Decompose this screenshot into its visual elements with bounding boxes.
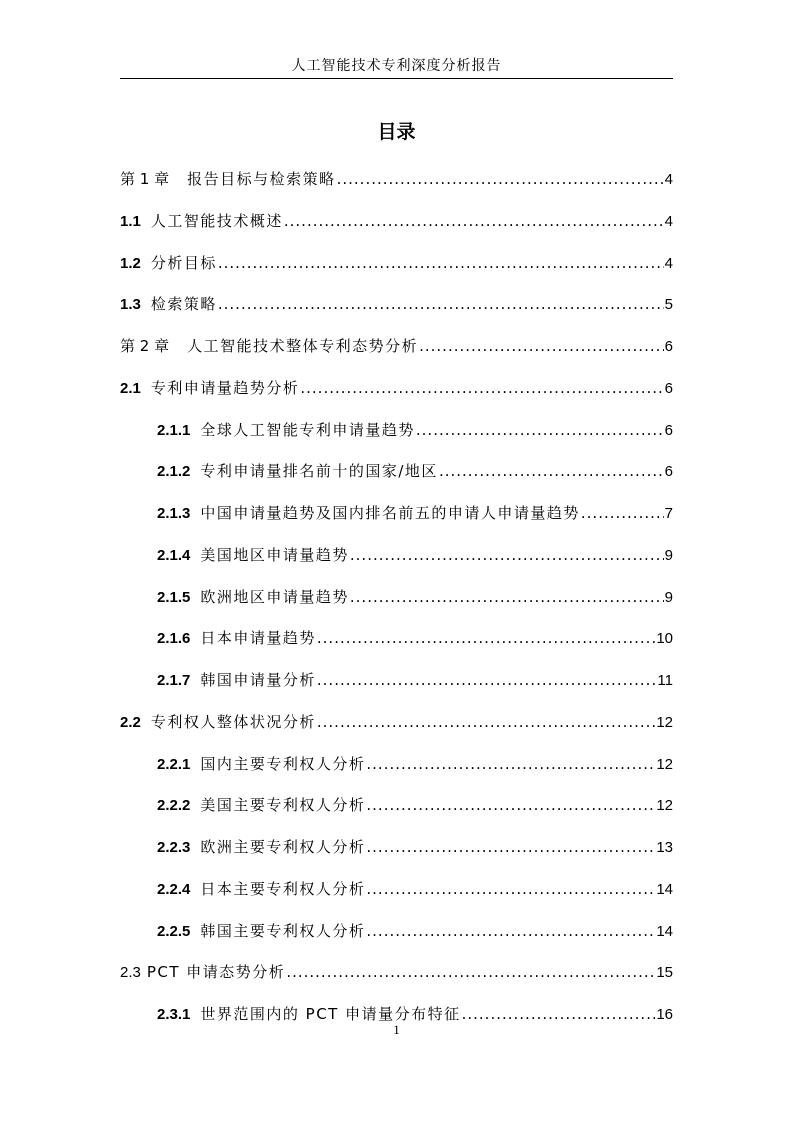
toc-entry[interactable] — [120, 417, 673, 459]
toc-entry-page: 4 — [664, 254, 673, 272]
toc-entry[interactable] — [120, 709, 673, 751]
toc-entry-page: 10 — [656, 630, 673, 648]
page-number: 1 — [393, 1022, 400, 1037]
toc-entry-title: 美国主要专利权人分析 — [200, 796, 366, 815]
toc-entry-number: 2.3.1 — [157, 1006, 191, 1023]
toc-entry[interactable] — [120, 751, 673, 793]
toc-entry-page: 15 — [656, 964, 673, 982]
toc-entry[interactable] — [120, 458, 673, 500]
toc-entry-number: 1.2 — [120, 254, 141, 272]
toc-entry[interactable] — [120, 876, 673, 918]
toc-entry-page: 6 — [664, 463, 673, 481]
toc-entry-title: 人工智能技术概述 — [150, 211, 283, 230]
toc-entry-page: 14 — [656, 880, 673, 898]
toc-entry-number: 2.2 — [120, 713, 141, 731]
toc-entry[interactable] — [120, 166, 673, 208]
toc-dot-leader — [317, 667, 657, 693]
toc-dot-leader — [366, 751, 655, 777]
toc-dot-leader — [366, 918, 655, 944]
toc-entry-page: 14 — [656, 922, 673, 940]
toc-dot-leader — [317, 625, 655, 651]
toc-entry-title: 欧洲主要专利权人分析 — [200, 838, 366, 856]
toc-entry[interactable] — [120, 959, 673, 1001]
toc-entry-title: 日本申请量趋势 — [200, 629, 316, 648]
toc-dot-leader — [286, 959, 655, 985]
toc-entry[interactable] — [120, 500, 673, 542]
toc-entry-number: 2.1.3 — [157, 505, 191, 522]
toc-entry[interactable] — [120, 834, 673, 876]
toc-dot-leader — [350, 584, 664, 610]
toc-entry-title: 韩国申请量分析 — [200, 671, 316, 689]
toc-entry[interactable] — [120, 250, 673, 292]
toc-entry-number: 1.1 — [120, 212, 141, 230]
toc-dot-leader — [284, 208, 664, 234]
toc-entry-title: 报告目标与检索策略 — [187, 170, 336, 188]
toc-entry[interactable] — [120, 291, 673, 333]
toc-dot-leader — [419, 333, 664, 359]
toc-entry-page: 12 — [656, 713, 673, 731]
toc-entry-number: 1.3 — [120, 296, 141, 314]
toc-entry-page: 6 — [664, 421, 673, 439]
toc-entry[interactable] — [120, 584, 673, 626]
toc-list — [120, 166, 673, 1043]
toc-dot-leader — [366, 876, 655, 902]
toc-entry[interactable] — [120, 333, 673, 375]
toc-dot-leader — [366, 834, 655, 860]
toc-dot-leader — [366, 792, 655, 818]
running-header: 人工智能技术专利深度分析报告 — [291, 58, 502, 74]
toc-entry[interactable] — [120, 625, 673, 667]
toc-entry-number: 2.1.6 — [157, 630, 191, 648]
toc-entry-title: 专利申请量排名前十的国家/地区 — [200, 462, 438, 481]
toc-entry-page: 9 — [664, 588, 673, 606]
toc-entry-number: 2.3 — [120, 964, 141, 982]
toc-entry-title: 专利申请量趋势分析 — [150, 378, 300, 397]
toc-entry-number: 第 1 章 — [120, 170, 170, 188]
toc-entry[interactable] — [120, 918, 673, 960]
toc-entry-page: 13 — [656, 839, 673, 856]
toc-entry-page: 5 — [664, 296, 673, 314]
toc-entry-page: 4 — [664, 212, 673, 230]
toc-entry-title: 欧洲地区申请量趋势 — [200, 587, 349, 606]
toc-entry-title: 检索策略 — [150, 295, 217, 314]
toc-dot-leader — [317, 709, 655, 735]
toc-entry-number: 2.1.4 — [157, 546, 191, 564]
toc-entry[interactable] — [120, 208, 673, 250]
toc-entry-title: 中国申请量趋势及国内排名前五的申请人申请量趋势 — [200, 504, 580, 522]
toc-entry-page: 4 — [664, 171, 673, 188]
toc-entry-number: 2.2.2 — [157, 797, 191, 815]
toc-entry-number: 2.2.1 — [157, 755, 191, 773]
toc-entry-title: PCT 申请态势分析 — [146, 963, 286, 982]
header-rule — [120, 78, 673, 79]
toc-entry[interactable] — [120, 375, 673, 417]
toc-entry-number: 第 2 章 — [120, 337, 170, 355]
toc-entry-number: 2.2.5 — [157, 922, 191, 940]
toc-title: 目录 — [377, 121, 416, 143]
toc-entry-page: 12 — [656, 797, 673, 815]
toc-dot-leader — [337, 166, 664, 192]
toc-entry-title: 美国地区申请量趋势 — [200, 545, 349, 564]
toc-entry-number: 2.1 — [120, 379, 141, 397]
toc-entry-page: 7 — [664, 505, 673, 522]
toc-dot-leader — [218, 250, 664, 276]
toc-entry-number: 2.1.5 — [157, 588, 191, 606]
toc-dot-leader — [300, 375, 663, 401]
toc-entry-page: 11 — [657, 672, 673, 689]
toc-entry[interactable] — [120, 542, 673, 584]
toc-dot-leader — [218, 291, 664, 317]
toc-entry-number: 2.2.3 — [157, 839, 191, 856]
toc-entry-title: 分析目标 — [150, 253, 217, 272]
toc-entry-page: 16 — [656, 1006, 673, 1023]
toc-entry-number: 2.2.4 — [157, 880, 191, 898]
toc-entry-title: 世界范围内的 PCT 申请量分布特征 — [200, 1005, 461, 1023]
toc-entry-number: 2.1.1 — [157, 421, 191, 439]
toc-entry-page: 9 — [664, 546, 673, 564]
toc-entry-page: 12 — [656, 755, 673, 773]
toc-entry[interactable] — [120, 667, 673, 709]
toc-entry-title: 国内主要专利权人分析 — [200, 754, 366, 773]
toc-entry-title: 全球人工智能专利申请量趋势 — [200, 420, 415, 439]
toc-entry-page: 6 — [664, 338, 673, 355]
toc-dot-leader — [581, 500, 664, 526]
toc-entry-title: 韩国主要专利权人分析 — [200, 921, 366, 940]
toc-dot-leader — [350, 542, 664, 568]
toc-entry-title: 人工智能技术整体专利态势分析 — [187, 337, 419, 355]
toc-entry-number: 2.1.7 — [157, 672, 191, 689]
toc-entry-page: 6 — [664, 379, 673, 397]
toc-entry-title: 日本主要专利权人分析 — [200, 879, 366, 898]
toc-entry[interactable] — [120, 792, 673, 834]
toc-entry-title: 专利权人整体状况分析 — [150, 712, 316, 731]
toc-entry-number: 2.1.2 — [157, 463, 191, 481]
toc-dot-leader — [416, 417, 664, 443]
toc-dot-leader — [439, 458, 664, 484]
